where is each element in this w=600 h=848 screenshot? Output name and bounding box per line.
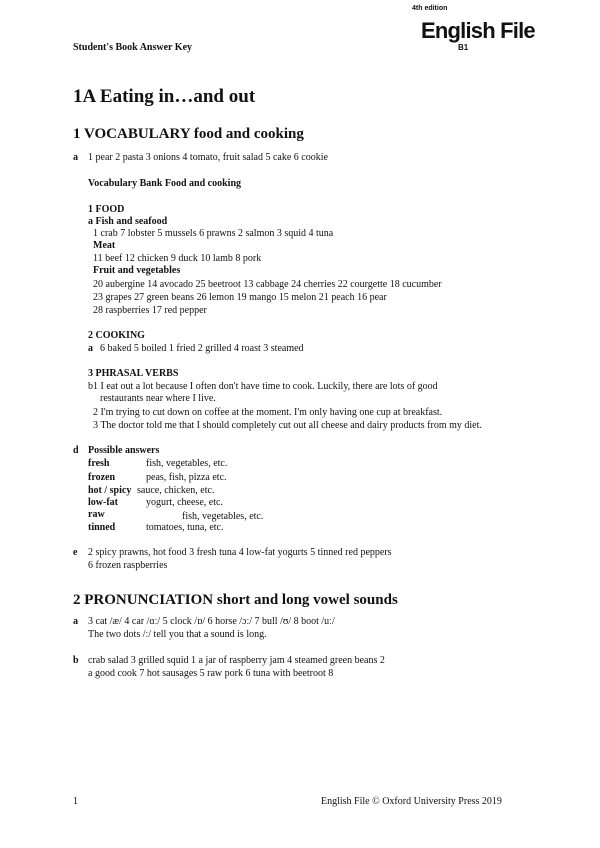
cooking-answers: 6 baked 5 boiled 1 fried 2 grilled 4 roast 3 steamed: [100, 343, 304, 354]
meat-heading: Meat: [93, 240, 116, 251]
fish-answers: 1 crab 7 lobster 5 mussels 6 prawns 2 salmon 3 squid 4 tuna: [93, 228, 334, 239]
cooking-label-a: a: [88, 343, 93, 354]
fruit-heading: Fruit and vegetables: [93, 265, 181, 276]
vocabulary-bank-title: Vocabulary Bank Food and cooking: [88, 178, 242, 189]
cooking-subtitle: 2 COOKING: [88, 330, 145, 341]
fish-heading: a Fish and seafood: [88, 216, 168, 227]
fruit-answers-line1: 20 aubergine 14 avocado 25 beetroot 13 cabbage 24 cherries 22 courgette 18 cucumber: [93, 279, 442, 290]
exercise-a-answers: 1 pear 2 pasta 3 onions 4 tomato, fruit salad 5 cake 6 cookie: [88, 152, 328, 163]
brand-level: B1: [458, 43, 469, 52]
exercise-e-line2: 6 frozen raspberries: [88, 560, 168, 571]
exercise-label-d: d: [73, 445, 79, 456]
pron-b-line1: crab salad 3 grilled squid 1 a jar of raspberry jam 4 steamed green beans 2: [88, 655, 385, 666]
unit-title: 1A Eating in…and out: [73, 86, 256, 107]
pron-a-line2: The two dots /ː/ tell you that a sound is long.: [88, 629, 267, 640]
exercise-label-a: a: [73, 152, 78, 163]
adjective-term: frozen: [88, 472, 116, 483]
copyright-notice: English File © Oxford University Press 2019: [321, 796, 502, 807]
exercise-label-e: e: [73, 547, 78, 558]
phrasal-b1-line2: restaurants near where I live.: [100, 393, 216, 404]
phrasal-b3: 3 The doctor told me that I should completely cut out all cheese and dairy products from my diet.: [93, 420, 482, 431]
phrasal-b1-line1: b1 I eat out a lot because I often don't have time to cook. Luckily, there are lots of good: [88, 381, 438, 392]
adjective-description: sauce, chicken, etc.: [137, 485, 215, 496]
phrasal-b2: 2 I'm trying to cut down on coffee at the moment. I'm only having one cup at breakfast.: [93, 407, 443, 418]
adjective-description: yogurt, cheese, etc.: [146, 497, 223, 508]
adjective-term: fresh: [88, 458, 110, 469]
possible-answers-heading: Possible answers: [88, 445, 160, 456]
meat-answers: 11 beef 12 chicken 9 duck 10 lamb 8 pork: [93, 253, 262, 264]
fruit-answers-line3: 28 raspberries 17 red pepper: [93, 305, 207, 316]
adjective-term: tinned: [88, 522, 116, 533]
adjective-description: fish, vegetables, etc.: [146, 458, 228, 469]
adjective-description: peas, fish, pizza etc.: [146, 472, 227, 483]
section-title-vocabulary: 1 VOCABULARY food and cooking: [73, 126, 304, 142]
phrasal-verbs-subtitle: 3 PHRASAL VERBS: [88, 368, 179, 379]
page-number: 1: [73, 796, 78, 807]
adjective-term: raw: [88, 509, 105, 520]
adjective-term: low-fat: [88, 497, 118, 508]
pron-label-a: a: [73, 616, 78, 627]
exercise-e-line1: 2 spicy prawns, hot food 3 fresh tuna 4 low-fat yogurts 5 tinned red peppers: [88, 547, 392, 558]
food-subtitle: 1 FOOD: [88, 204, 125, 215]
brand-logo-text: English File: [421, 18, 535, 43]
fruit-answers-line2: 23 grapes 27 green beans 26 lemon 19 mango 15 melon 21 peach 16 pear: [93, 292, 387, 303]
adjective-description: fish, vegetables, etc.: [182, 511, 264, 522]
pron-b-line2: a good cook 7 hot sausages 5 raw pork 6 tuna with beetroot 8: [88, 668, 334, 679]
brand-edition: 4th edition: [412, 5, 448, 12]
document-type-label: Student's Book Answer Key: [73, 42, 193, 53]
section-title-pronunciation: 2 PRONUNCIATION short and long vowel sounds: [73, 592, 398, 608]
pron-label-b: b: [73, 655, 79, 666]
pron-a-line1: 3 cat /æ/ 4 car /ɑː/ 5 clock /ɒ/ 6 horse /ɔː/ 7 bull /ʊ/ 8 boot /uː/: [88, 616, 335, 627]
adjective-term: hot / spicy: [88, 485, 132, 496]
adjective-description: tomatoes, tuna, etc.: [146, 522, 224, 533]
